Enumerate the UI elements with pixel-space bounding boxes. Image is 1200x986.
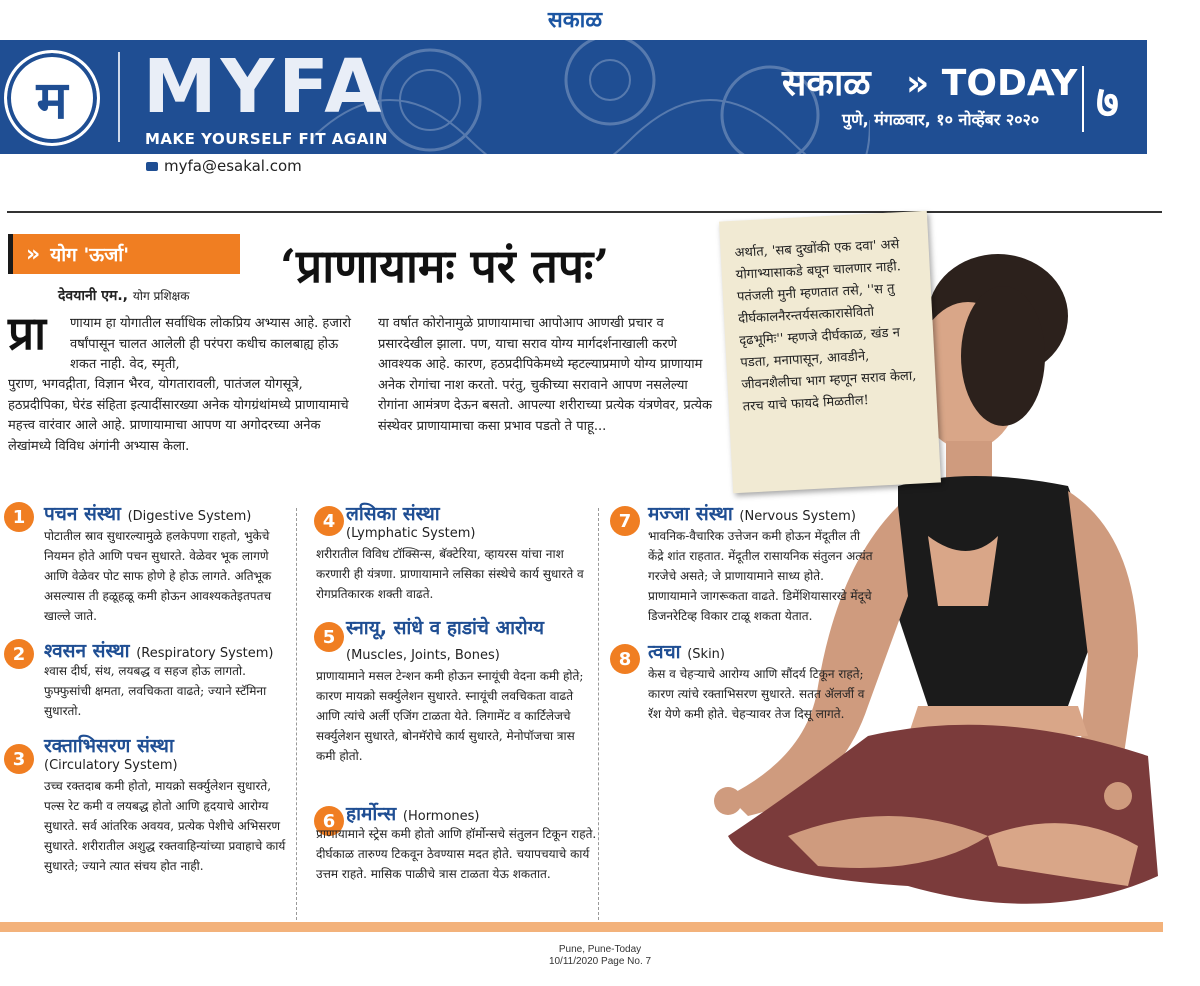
mail-icon [146,162,158,171]
supplement-name: MYFA [143,44,386,130]
item-body: शरीरातील विविध टॉक्सिन्स, बॅक्टेरिया, व्हायरस यांचा नाश करणारी ही यंत्रणा. प्राणायामाने लसिका संस्थेचे कार्य सुधारते व रोगप्रतिकारक शक्ती वाढते. [316,547,584,601]
item-number: 6 [314,806,344,836]
dropcap: प्रा [8,306,47,360]
item-title: त्वचा (Skin) [648,641,725,663]
item-title: श्वसन संस्था (Respiratory System) [44,640,274,662]
item-title-en: (Lymphatic System) [346,526,476,541]
item-title-en: (Nervous System) [739,509,856,524]
quote-note: अर्थात, 'सब दुखोंकी एक दवा' असे योगाभ्यासाकडे बघून चालणार नाही. पतंजली मुनी म्हणतात तसे, ''स तु दीर्घकालनैरन्तर्यसत्कारासेवितो दृढभूमिः'' म्हणजे दीर्घकाळ, खंड न पडता, मनापासून, आवडीने, जीवनशैलीचा भाग म्हणून सराव केला, तरच याचे फायदे मिळतील! [719,211,941,494]
email-contact[interactable] [146,157,302,175]
section-tag [8,234,240,274]
author-name: देवयानी एम., [58,288,128,304]
item-title-en: (Skin) [687,647,725,662]
item-number: 1 [4,502,34,532]
item-body: प्राणायामाने स्ट्रेस कमी होतो आणि हॉर्मोन्सचे संतुलन टिकून राहते. दीर्घकाळ तारुण्य टिकवून ठेवण्यास मदत होते. चयापचयाचे कार्य उत्तम राहते. मासिक पाळीचे त्रास टाळता येऊ शकतात. [316,827,597,881]
item-body: केस व चेहऱ्याचे आरोग्य आणि सौंदर्य टिकून राहते; कारण त्यांचे रक्ताभिसरण सुधारते. सतत ॲलर्जी व रॅश येणे कमी होते. चेहऱ्यावर तेज दिसू लागते. [648,667,865,721]
item-number: 4 [314,506,344,536]
item-number: 8 [610,644,640,674]
email-address[interactable]: myfa@esakal.com [164,157,302,175]
masthead-banner [0,40,1147,154]
supplement-tagline: MAKE YOURSELF FIT AGAIN [145,130,388,148]
item-title: हार्मोन्स (Hormones) [346,803,480,825]
bottom-accent-bar [0,922,1163,932]
newspaper-title: सकाळ [547,8,603,33]
item-title: पचन संस्था (Digestive System) [44,503,252,525]
intro-first-lines: णायाम हा योगातील सर्वाधिक लोकप्रिय अभ्यास आहे. हजारो वर्षांपासून चालत आलेली ही परंपरा कधीच कालबाह्य होऊ शकत नाही. वेद, स्मृती, [70,316,351,372]
intro-paragraph: पुराण, भगवद्गीता, विज्ञान भैरव, योगतारावली, पातंजल योगसूत्रे, हठप्रदीपिका, घेरंड संहिता इत्यादींसारख्या अनेक योगग्रंथांमध्ये प्राणायामाचे महत्त्व वारंवार आले आहे. प्राणायामाचा आपण या अगोदरच्या अनेक लेखांमध्ये विविध अंगांनी अभ्यास केला. [8,377,349,454]
item-title: लसिका संस्था [346,503,440,525]
item-number: 3 [4,744,34,774]
headline: ‘प्राणायामः परं तपः’ [280,239,610,293]
item-title-en: (Circulatory System) [44,758,178,773]
byline [58,286,189,305]
item-body: प्राणायामाने मसल टेन्शन कमी होऊन स्नायूंची वेदना कमी होते; कारण मायक्रो सर्क्युलेशन सुधारते. स्नायूंची लवचिकता वाढते आणि त्यांचे अर्ली एजिंग टाळता येते. लिगामेंट व कार्टिलेजचे सर्क्युलेशन सुधारते, बोनमॅरोचे कार्य सुधारते, मेनोपॉजचा त्रास कमी होतो. [316,669,584,763]
item-title-en: (Digestive System) [127,509,252,524]
section-tag-label: योग 'ऊर्जा' [50,244,130,266]
intro-paragraph-2: या वर्षात कोरोनामुळे प्राणायामाचा आपोआप आणखी प्रचार व प्रसारदेखील झाला. पण, याचा सराव योग्य मार्गदर्शनाखाली करणे आवश्यक आहे. कारण, हठप्रदीपिकेमध्ये म्हटल्याप्रमाणे योग्य प्राणायाम अनेक रोगांचा नाश करतो. परंतु, चुकीच्या सरावाने आपण नसलेल्या रोगांना आमंत्रण देऊन बसतो. आपल्या शरीराच्या प्रत्येक यंत्रणेवर, प्रत्येक संस्थेवर प्राणायामाचा कसा प्रभाव पडतो ते पाहू... [378,316,713,434]
brand-name: सकाळ [782,63,871,104]
item-title: स्नायू, सांधे व हाडांचे आरोग्य [346,617,545,639]
item-title: रक्ताभिसरण संस्था [44,735,174,757]
item-number: 2 [4,639,34,669]
item-title-en: (Hormones) [402,809,480,824]
page-number: ७ [1096,77,1119,128]
logo: म [4,50,100,146]
item-number: 7 [610,506,640,536]
section-tag-bar [8,234,13,274]
logo-divider [118,52,120,142]
item-body: श्वास दीर्घ, संथ, लयबद्ध व सहज होऊ लागतो. फुफ्फुसांची क्षमता, लवचिकता वाढते; ज्याने स्टॅमिना सुधारतो. [44,664,267,718]
page-divider [1082,66,1084,132]
footer-edition: Pune, Pune-Today [558,944,642,955]
footer-page-ref: 10/11/2020 Page No. 7 [548,956,652,967]
item-title-en: (Respiratory System) [136,646,274,661]
item-body: पोटातील स्राव सुधारल्यामुळे हलकेपणा राहतो, भुकेचे नियमन होते आणि पचन सुधारते. वेळेवर भूक लागणे आणि वेळेवर पोट साफ होणे हे होऊ लागते. अतिभूक असल्यास ती हळूहळू कमी होऊन आवश्यकतेइतपतच खाल्ले जाते. [44,529,272,623]
item-body: भावनिक-वैचारिक उत्तेजन कमी होऊन मेंदूतील ती केंद्रे शांत राहतात. मेंदूतील रासायनिक संतुलन अत्यंत गरजेचे असते; जे प्राणायामाने साध्य होते. प्राणायामाने जागरूकता वाढते. डिमेंशियासारखे मेंदूचे डिजनरेटिव्ह विकार टाळू शकता येतात. [648,529,873,623]
item-title-en: (Muscles, Joints, Bones) [346,648,500,663]
item-body: उच्च रक्तदाब कमी होतो, मायक्रो सर्क्युलेशन सुधारते, पल्स रेट कमी व लयबद्ध होतो आणि हृदयाचे आरोग्य सुधारते. सर्व आंतरिक अवयव, प्रत्येक पेशीचे अभिसरण सुधारते. शरीरातील अशुद्ध रक्तवाहिन्यांच्या प्रवाहाचे कार्य सुधारते; ज्याने त्यात संचय होत नाही. [44,779,286,873]
brand-today: » TODAY [906,63,1078,104]
dateline: पुणे, मंगळवार, १० नोव्हेंबर २०२० [842,110,1040,129]
item-title: मज्जा संस्था (Nervous System) [648,503,856,525]
author-role: योग प्रशिक्षक [132,289,190,303]
chevron-right-icon: » [26,241,41,267]
column-separator [598,508,599,920]
top-rule [7,211,1162,213]
item-number: 5 [314,622,344,652]
column-separator [296,508,297,920]
